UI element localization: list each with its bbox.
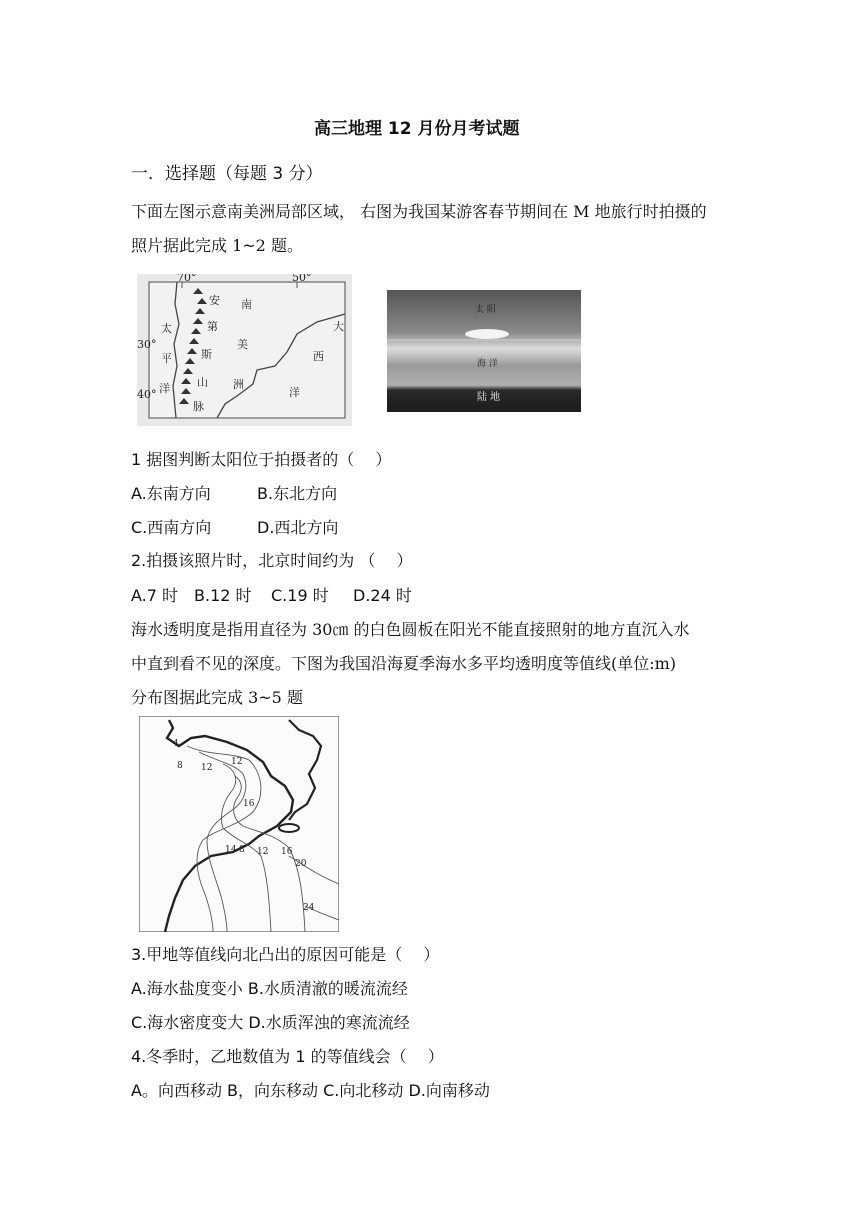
continent-char-3: 洲 [233, 378, 244, 391]
isoline-label-12b: 12 [231, 757, 243, 767]
intro-paragraph-1-line-2: 照片据此完成 1~2 题。 [131, 236, 303, 255]
question-2-stem: 2.拍摄该照片时，北京时间约为 （ ） [131, 551, 413, 570]
isoline-label-8b: 8 [239, 845, 245, 855]
question-2-option-b[interactable]: B.12 时 [194, 586, 252, 605]
atlantic-char-3: 洋 [289, 386, 300, 399]
andes-char-5: 脉 [193, 400, 204, 413]
question-3-options-line-1[interactable]: A.海水盐度变小 B.水质清澈的暖流流经 [131, 979, 408, 998]
photo-label-sea: 海 洋 [477, 359, 498, 369]
intro-paragraph-2-line-3: 分布图据此完成 3~5 题 [131, 688, 303, 707]
sunset-photo [387, 290, 581, 412]
intro-paragraph-2-line-1: 海水透明度是指用直径为 30㎝ 的白色圆板在阳光不能直接照射的地方直沉入水 [131, 620, 690, 639]
andes-char-1: 安 [209, 294, 220, 307]
andes-char-4: 山 [197, 376, 208, 389]
continent-char-2: 美 [237, 338, 248, 351]
question-3-options-line-2[interactable]: C.海水密度变大 D.水质浑浊的寒流流经 [131, 1013, 410, 1032]
pacific-char-2: 平 [161, 352, 172, 365]
question-1-option-d[interactable]: D.西北方向 [257, 518, 339, 537]
intro-paragraph-2-line-2: 中直到看不见的深度。下图为我国沿海夏季海水多平均透明度等值线(单位:m) [131, 654, 677, 673]
continent-char-1: 南 [241, 298, 252, 311]
lon-label-50: 50° [292, 274, 312, 284]
question-3-stem: 3.甲地等值线向北凸出的原因可能是（ ） [131, 945, 440, 964]
isoline-label-16b: 16 [281, 847, 293, 857]
question-2-option-c[interactable]: C.19 时 [271, 586, 329, 605]
isoline-label-12a: 12 [201, 763, 213, 773]
isoline-label-24: 24 [303, 903, 315, 913]
lat-label-40: 40° [137, 388, 157, 401]
question-4-options-line[interactable]: A。向西移动 B，向东移动 C.向北移动 D.向南移动 [131, 1081, 490, 1100]
atlantic-char-2: 西 [313, 350, 324, 363]
transparency-isoline-map [139, 716, 339, 932]
atlantic-char-1: 大 [333, 320, 344, 333]
photo-label-sun: 太 阳 [475, 305, 496, 315]
isoline-label-16a: 16 [243, 799, 255, 809]
isoline-label-12c: 12 [257, 847, 269, 857]
pacific-char-3: 洋 [159, 382, 170, 395]
south-america-map [137, 274, 352, 426]
question-1-option-b[interactable]: B.东北方向 [257, 484, 338, 503]
isoline-label-1: 1 [225, 845, 231, 855]
question-4-stem: 4.冬季时，乙地数值为 1 的等值线会（ ） [131, 1047, 444, 1066]
andes-char-2: 第 [207, 320, 218, 333]
section-heading: 一．选择题（每题 3 分） [131, 164, 323, 184]
question-1-option-c[interactable]: C.西南方向 [131, 518, 212, 537]
isoline-label-20: 20 [295, 859, 307, 869]
question-2-option-d[interactable]: D.24 时 [353, 586, 412, 605]
question-2-option-a[interactable]: A.7 时 [131, 586, 179, 605]
question-1-stem: 1 据图判断太阳位于拍摄者的（ ） [131, 450, 392, 469]
lon-label-70: 70° [177, 274, 197, 284]
andes-char-3: 斯 [201, 348, 212, 361]
photo-label-land: 陆 地 [477, 392, 501, 403]
question-1-option-a[interactable]: A.东南方向 [131, 484, 211, 503]
pacific-char-1: 太 [161, 322, 172, 335]
isoline-label-4: 4 [173, 739, 179, 749]
isoline-label-4b: 4 [231, 845, 237, 855]
lat-label-30: 30° [137, 338, 157, 351]
isoline-label-8: 8 [177, 761, 183, 771]
page-title: 高三地理 12 月份月考试题 [314, 119, 520, 139]
intro-paragraph-1-line-1: 下面左图示意南美洲局部区域， 右图为我国某游客春节期间在 M 地旅行时拍摄的 [131, 202, 707, 221]
